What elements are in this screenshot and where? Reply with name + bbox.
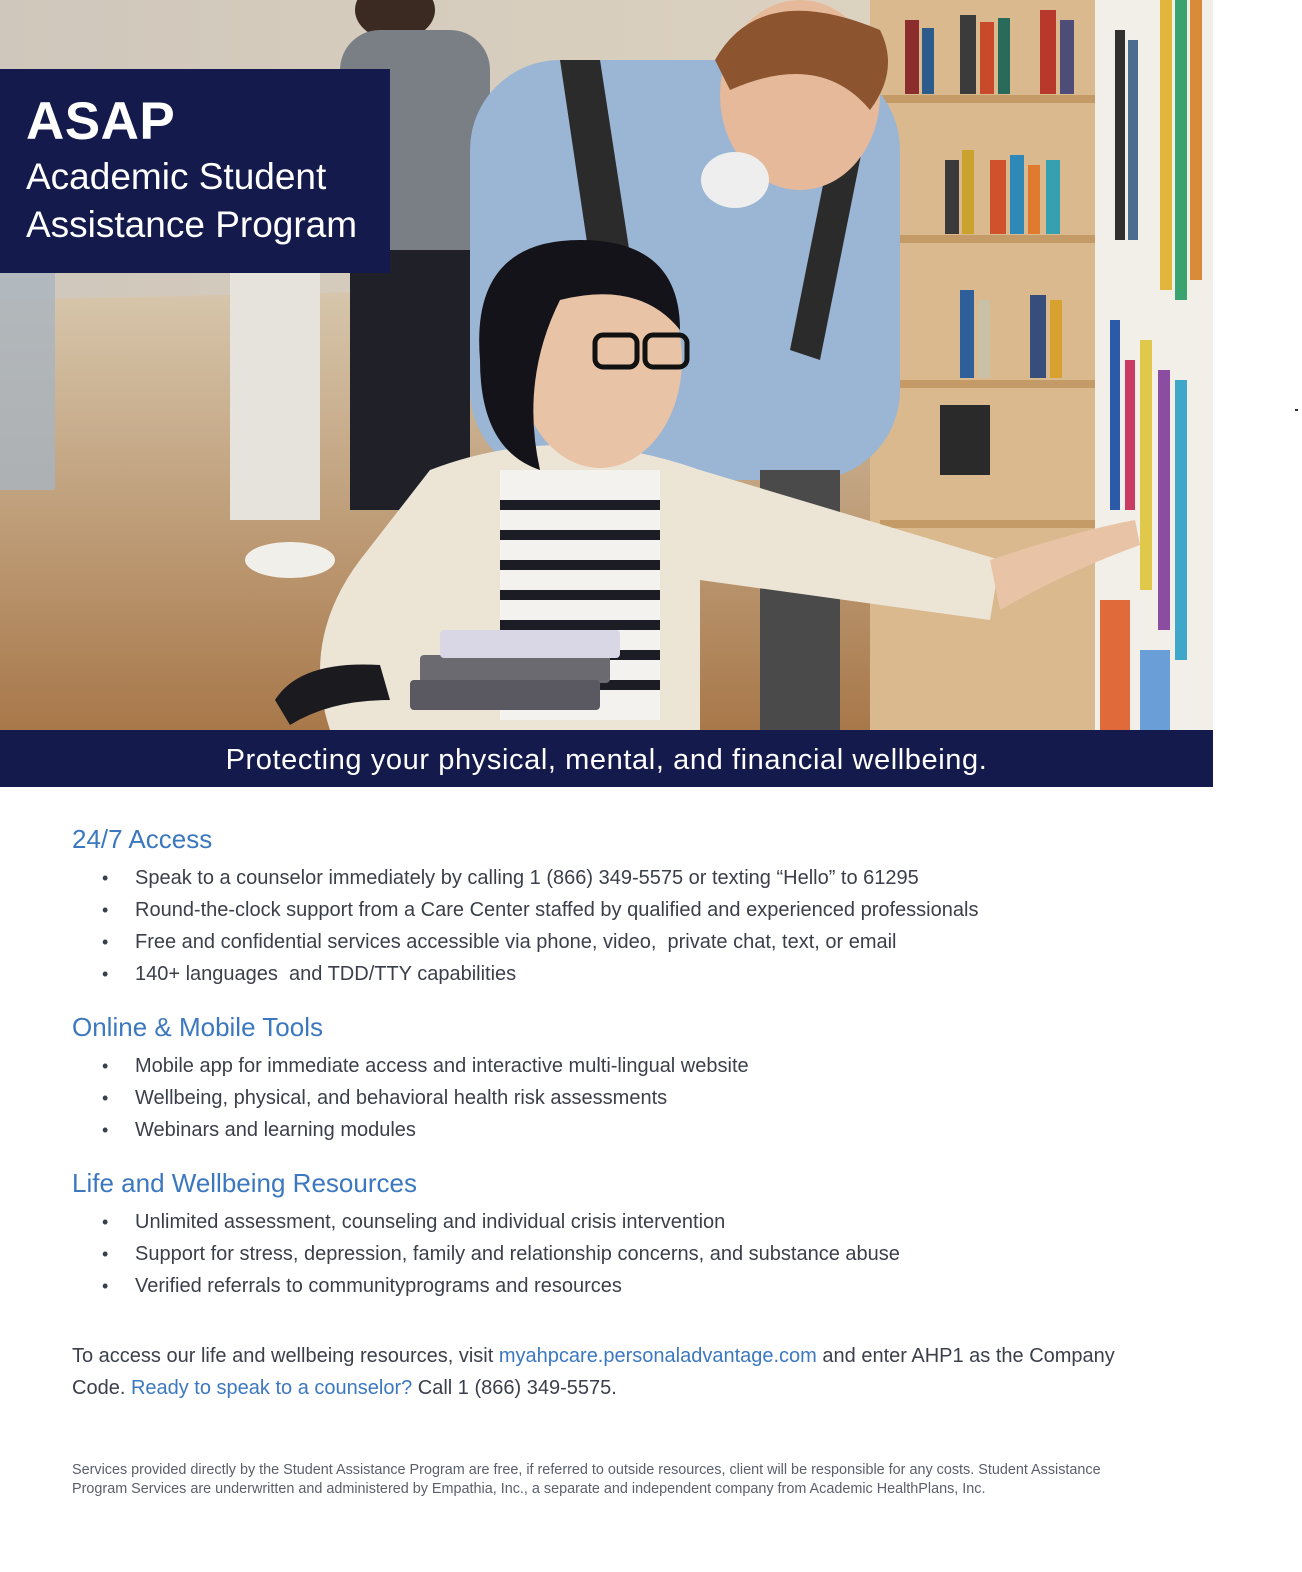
program-title-box [0, 69, 390, 273]
section-24-7-access [72, 822, 978, 990]
bullet-icon: • [102, 900, 109, 920]
list-item: • Round-the-clock support from a Care Center staffed by qualified and experienced professionals [72, 894, 978, 926]
access-instructions: To access our life and wellbeing resources, visit myahpcare.personaladvantage.com and enter AHP1 as the Company Code. Ready to speak to a counselor? Call 1 (866) 349-5575. [72, 1345, 1115, 1399]
bullet-icon: • [102, 1244, 109, 1264]
section-heading: Life and Wellbeing Resources [72, 1168, 417, 1198]
list-item: • 140+ languages and TDD/TTY capabilities [72, 958, 978, 990]
bullet-icon: • [102, 1120, 109, 1140]
program-name-line-1: Academic Student [26, 156, 327, 197]
bullet-list [72, 862, 978, 990]
resources-website-link[interactable]: myahpcare.personaladvantage.com [498, 1345, 817, 1367]
list-item: • Mobile app for immediate access and interactive multi-lingual website [72, 1050, 749, 1082]
section-online-mobile-tools [72, 1010, 749, 1146]
speak-to-counselor-link[interactable]: Ready to speak to a counselor? [130, 1377, 413, 1399]
list-item: • Support for stress, depression, family and relationship concerns, and substance abuse [72, 1238, 900, 1270]
hero-photo [0, 0, 1213, 730]
bullet-list [72, 1050, 749, 1146]
program-name-line-2: Assistance Program [26, 204, 358, 245]
bullet-icon: • [102, 1088, 109, 1108]
bullet-list [72, 1206, 900, 1302]
bullet-icon: • [102, 964, 109, 984]
stray-mark [1295, 409, 1298, 411]
list-item: • Verified referrals to communityprograms and resources [72, 1270, 900, 1302]
list-item: • Free and confidential services accessible via phone, video, private chat, text, or email [72, 926, 978, 958]
list-item: • Unlimited assessment, counseling and individual crisis intervention [72, 1206, 900, 1238]
section-heading: Online & Mobile Tools [72, 1012, 323, 1042]
legal-disclaimer: Services provided directly by the Student Assistance Program are free, if referred to outside resources, client will be responsible for any costs. Student Assistance Program Services are underwritten and administered by Empathia, Inc., a separate and independent company from Academic HealthPlans, Inc. [72, 1462, 1101, 1497]
tagline-text: Protecting your physical, mental, and financial wellbeing. [225, 744, 988, 776]
list-item: • Webinars and learning modules [72, 1114, 749, 1146]
bullet-icon: • [102, 1056, 109, 1076]
section-life-wellbeing-resources [72, 1166, 900, 1302]
section-heading: 24/7 Access [72, 824, 213, 854]
program-name [26, 153, 390, 249]
bullet-icon: • [102, 932, 109, 952]
bullet-icon: • [102, 868, 109, 888]
bullet-icon: • [102, 1276, 109, 1296]
tagline-banner [0, 730, 1213, 787]
program-acronym: ASAP [26, 92, 176, 151]
list-item: • Wellbeing, physical, and behavioral health risk assessments [72, 1082, 749, 1114]
bullet-icon: • [102, 1212, 109, 1232]
list-item: • Speak to a counselor immediately by calling 1 (866) 349-5575 or texting “Hello” to 61295 [72, 862, 978, 894]
